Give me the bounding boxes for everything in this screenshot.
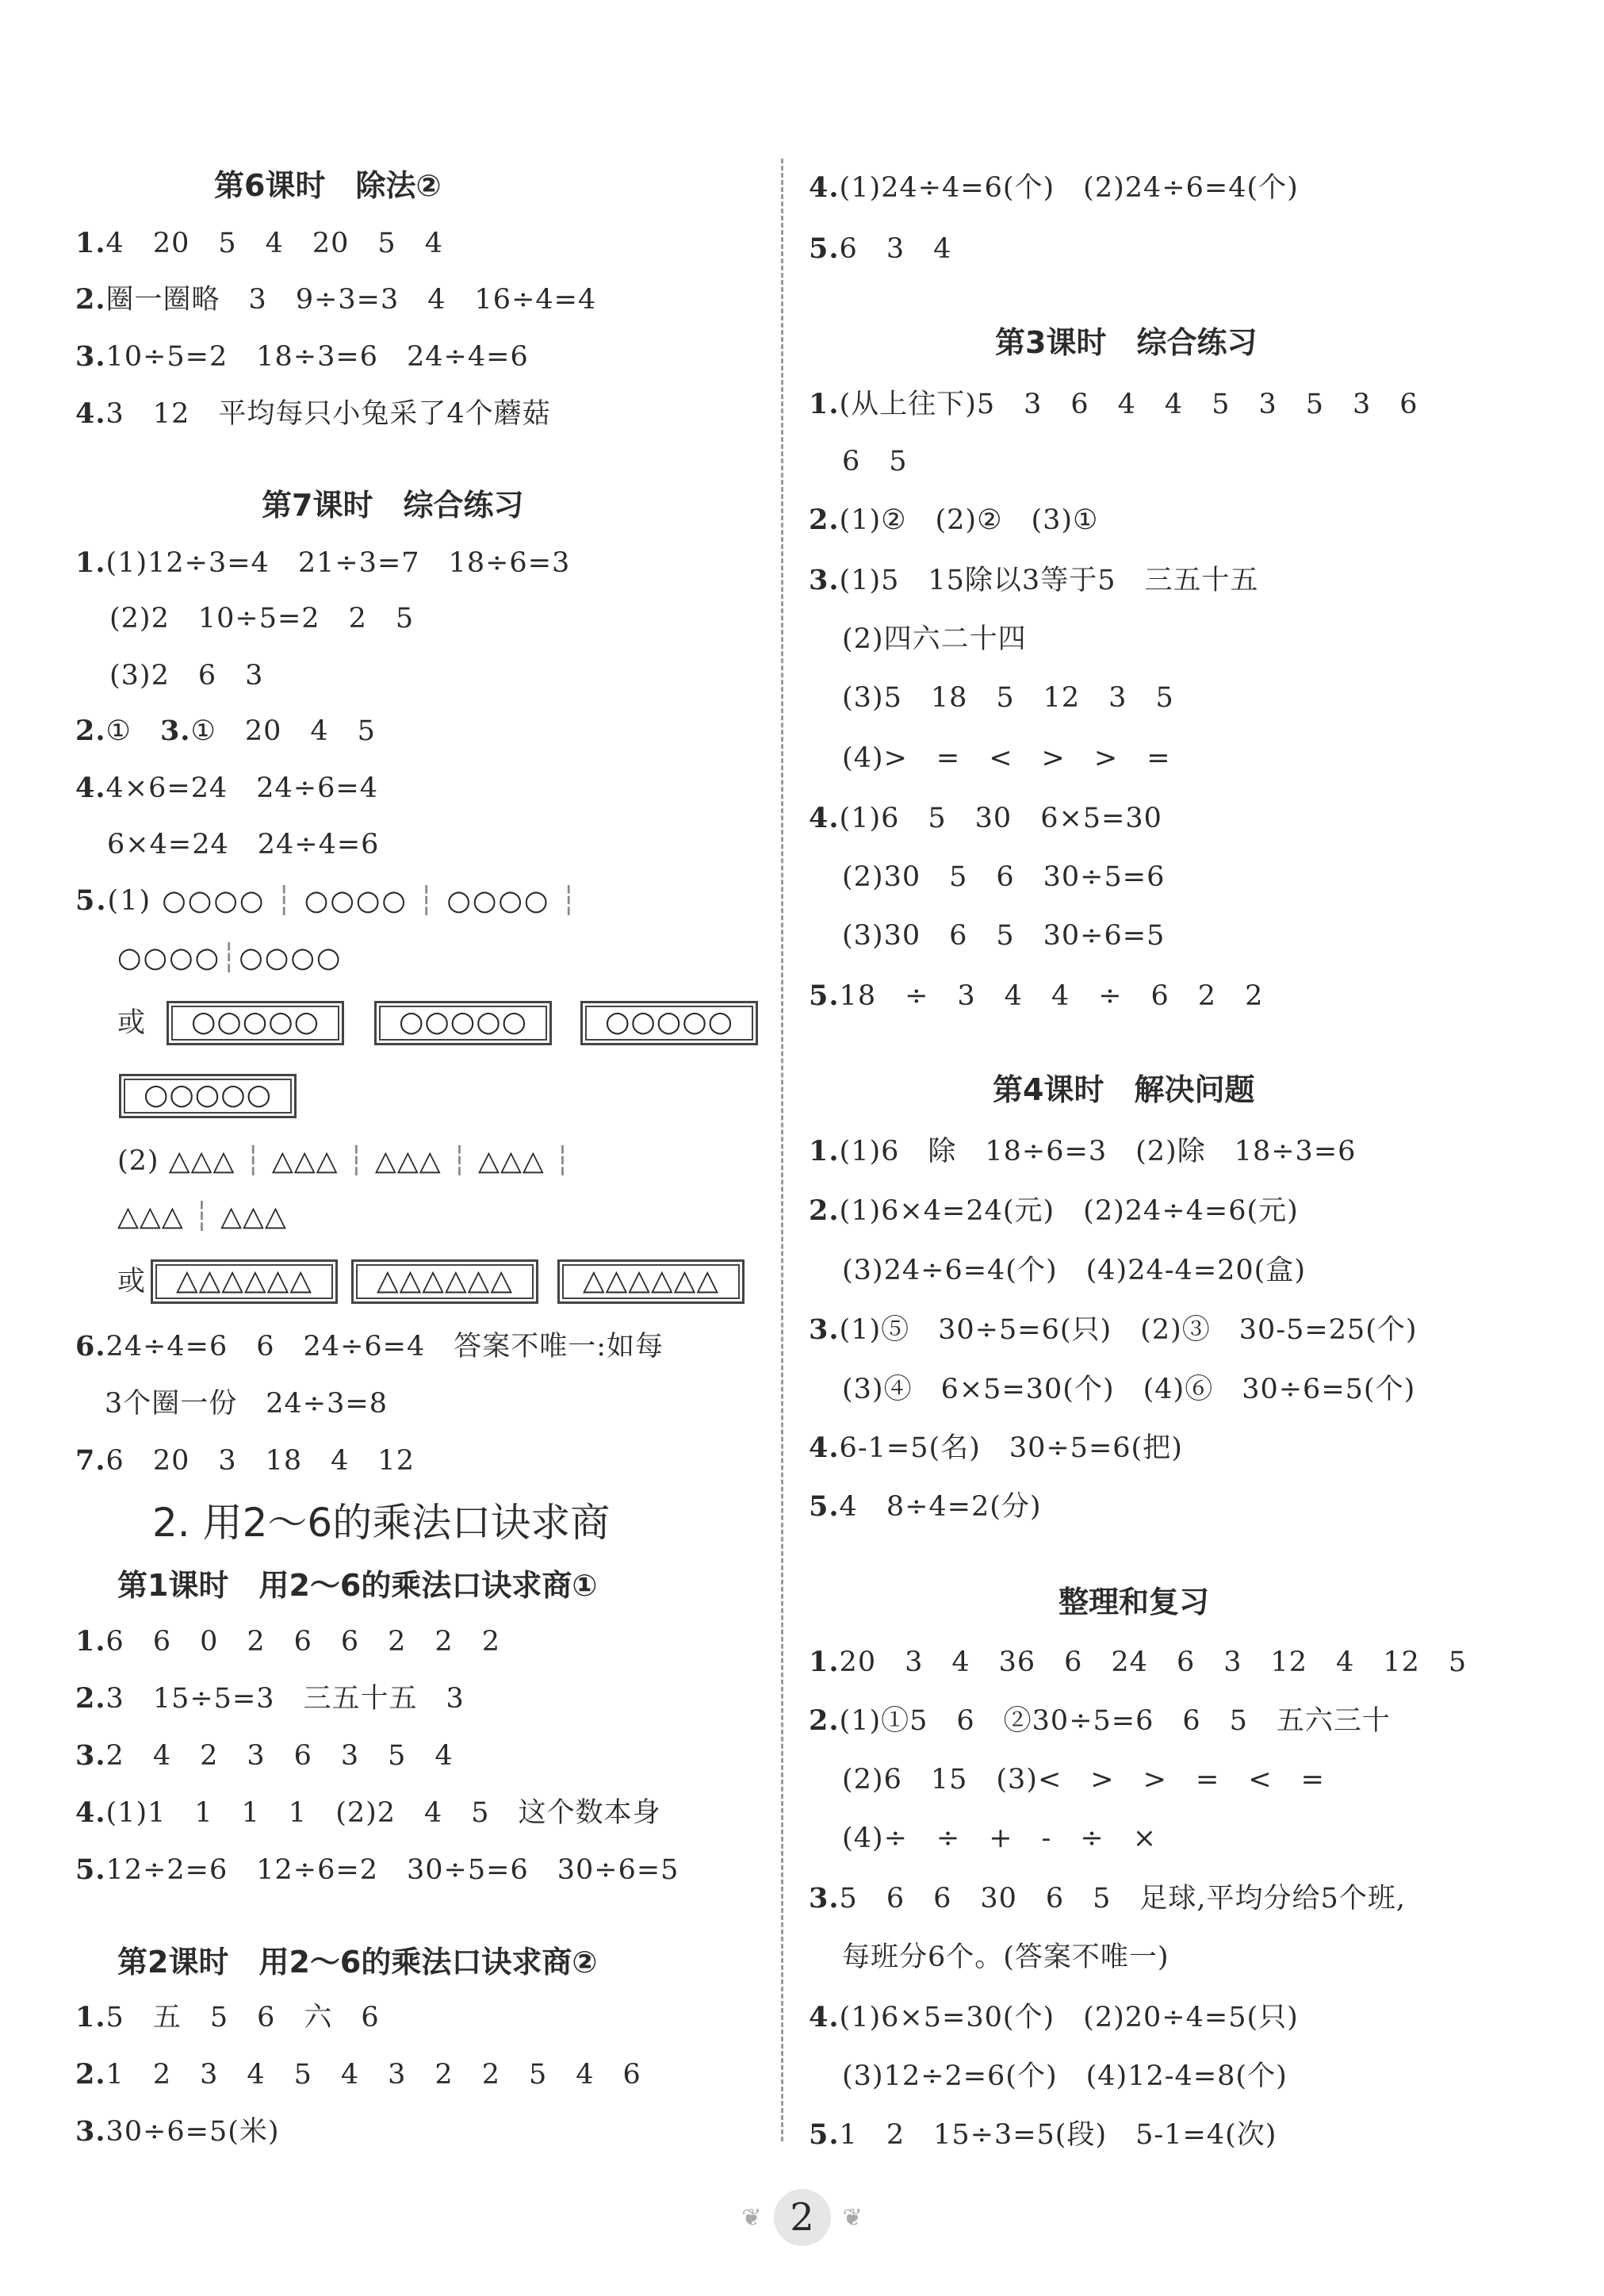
lesson-6-heading: 第6课时 除法② bbox=[214, 168, 442, 203]
course-4-heading: 第4课时 解决问题 bbox=[993, 1072, 1255, 1107]
leaf-left-icon: ❦ bbox=[741, 2203, 762, 2232]
c3-item-4b: (2)30 5 6 30÷5=6 bbox=[842, 861, 1166, 893]
c3-item-3c: (3)5 18 5 12 3 5 bbox=[842, 682, 1174, 714]
c1-item-1: 1.6 6 0 2 6 6 2 2 2 bbox=[75, 1625, 500, 1658]
course-1-heading: 第1课时 用2～6的乘法口诀求商① bbox=[117, 1568, 598, 1603]
triangle-group-box-3: △△△△△△ bbox=[557, 1259, 745, 1304]
l6-item-3: 3.10÷5=2 18÷3=6 24÷4=6 bbox=[75, 340, 529, 373]
l7-item-7: 7.6 20 3 18 4 12 bbox=[75, 1444, 415, 1477]
review-item-5: 5.1 2 15÷3=5(段) 5-1=4(次) bbox=[809, 2118, 1277, 2151]
l6-item-4: 4.3 12 平均每只小兔采了4个蘑菇 bbox=[75, 397, 551, 430]
circle-group-box-3: ○○○○○ bbox=[580, 1001, 758, 1045]
course-2-heading: 第2课时 用2～6的乘法口诀求商② bbox=[117, 1945, 598, 1980]
c4-item-2b: (3)24÷6=4(个) (4)24-4=20(盒) bbox=[842, 1255, 1306, 1286]
l7-item-6b: 3个圈一份 24÷3=8 bbox=[105, 1388, 388, 1420]
review-item-4b: (3)12÷2=6(个) (4)12-4=8(个) bbox=[842, 2060, 1288, 2092]
c1-item-4: 4.(1)1 1 1 1 (2)2 4 5 这个数本身 bbox=[75, 1796, 661, 1829]
review-item-2c: (4)÷ ÷ + - ÷ × bbox=[842, 1823, 1158, 1854]
review-item-2b: (2)6 15 (3)< > > = < = bbox=[842, 1764, 1325, 1796]
course-3-heading: 第3课时 综合练习 bbox=[995, 325, 1258, 360]
c3-item-1a: 1.(从上往下)5 3 6 4 4 5 3 5 3 6 bbox=[809, 388, 1418, 420]
page-footer bbox=[0, 2189, 1604, 2246]
triangle-group-box-1: △△△△△△ bbox=[151, 1259, 338, 1304]
l7-item-1c: (3)2 6 3 bbox=[109, 660, 264, 692]
c4-item-4: 4.6-1=5(名) 30÷5=6(把) bbox=[809, 1432, 1183, 1464]
c2-item-1: 1.5 五 5 6 六 6 bbox=[75, 2001, 380, 2033]
page-number: 2 bbox=[774, 2189, 831, 2246]
c2-item-4: 4.(1)24÷4=6(个) (2)24÷6=4(个) bbox=[809, 171, 1299, 204]
review-heading: 整理和复习 bbox=[1058, 1585, 1210, 1619]
c1-item-2: 2.3 15÷5=3 三五十五 3 bbox=[75, 1682, 465, 1715]
c4-item-2a: 2.(1)6×4=24(元) (2)24÷4=6(元) bbox=[809, 1194, 1299, 1227]
c4-item-5: 5.4 8÷4=2(分) bbox=[809, 1490, 1042, 1523]
l7-item-5-triangles-row2: △△△ ┆ △△△ bbox=[117, 1201, 287, 1232]
c3-item-4a: 4.(1)6 5 30 6×5=30 bbox=[809, 802, 1162, 834]
l6-item-1: 1.4 20 5 4 20 5 4 bbox=[75, 227, 443, 259]
circle-group-box-1: ○○○○○ bbox=[167, 1001, 344, 1045]
circle-group-box-2: ○○○○○ bbox=[374, 1001, 552, 1045]
c3-item-3b: (2)四六二十四 bbox=[842, 623, 1027, 655]
c3-item-2: 2.(1)② (2)② (3)① bbox=[809, 504, 1099, 536]
l7-item-2-3: 2.① 3.① 20 4 5 bbox=[75, 715, 376, 747]
l7-item-5-triangles-row1: (2) △△△ ┆ △△△ ┆ △△△ ┆ △△△ ┆ bbox=[117, 1145, 572, 1177]
review-item-1: 1.20 3 4 36 6 24 6 3 12 4 12 5 bbox=[809, 1646, 1468, 1678]
column-divider bbox=[781, 159, 783, 2141]
review-item-4a: 4.(1)6×5=30(个) (2)20÷4=5(只) bbox=[809, 2001, 1299, 2033]
c1-item-3: 3.2 4 2 3 6 3 5 4 bbox=[75, 1739, 454, 1772]
c3-item-1b: 6 5 bbox=[842, 446, 908, 477]
l7-item-4a: 4.4×6=24 24÷6=4 bbox=[75, 772, 378, 804]
l7-item-1a: 1.(1)12÷3=4 21÷3=7 18÷6=3 bbox=[75, 546, 571, 579]
huo-label-2: 或 bbox=[117, 1266, 147, 1297]
c3-item-3d: (4)> = < > > = bbox=[842, 742, 1171, 774]
c4-item-3b: (3)④ 6×5=30(个) (4)⑥ 30÷6=5(个) bbox=[842, 1374, 1416, 1405]
c2-item-5: 5.6 3 4 bbox=[809, 232, 952, 265]
review-item-3a: 3.5 6 6 30 6 5 足球,平均分给5个班, bbox=[809, 1882, 1406, 1915]
chapter-title: 2. 用2～6的乘法口诀求商 bbox=[152, 1500, 611, 1546]
circle-group-box-4: ○○○○○ bbox=[119, 1074, 297, 1118]
c3-item-4c: (3)30 6 5 30÷6=5 bbox=[842, 920, 1166, 952]
review-item-2a: 2.(1)①5 6 ②30÷5=6 6 5 五六三十 bbox=[809, 1704, 1391, 1737]
c2-item-2: 2.1 2 3 4 5 4 3 2 2 5 4 6 bbox=[75, 2058, 641, 2091]
c1-item-5: 5.12÷2=6 12÷6=2 30÷5=6 30÷6=5 bbox=[75, 1853, 679, 1886]
c4-item-3a: 3.(1)⑤ 30÷5=6(只) (2)③ 30-5=25(个) bbox=[809, 1313, 1418, 1346]
lesson-7-heading: 第7课时 综合练习 bbox=[262, 488, 524, 523]
c4-item-1: 1.(1)6 除 18÷6=3 (2)除 18÷3=6 bbox=[809, 1135, 1357, 1167]
huo-label-1: 或 bbox=[117, 1007, 147, 1039]
l7-item-6a: 6.24÷4=6 6 24÷6=4 答案不唯一:如每 bbox=[75, 1330, 664, 1363]
l7-item-5-circles-row2: ○○○○┆○○○○ bbox=[117, 942, 343, 974]
l7-item-1b: (2)2 10÷5=2 2 5 bbox=[109, 603, 415, 634]
triangle-group-box-2: △△△△△△ bbox=[351, 1259, 538, 1304]
review-item-3b: 每班分6个。(答案不唯一) bbox=[842, 1941, 1170, 1973]
l6-item-2: 2.圈一圈略 3 9÷3=3 4 16÷4=4 bbox=[75, 283, 597, 316]
l7-item-5-circles-row1: 5.(1) ○○○○ ┆ ○○○○ ┆ ○○○○ ┆ bbox=[75, 884, 579, 917]
l7-item-4b: 6×4=24 24÷4=6 bbox=[107, 829, 380, 861]
c2-item-3: 3.30÷6=5(米) bbox=[75, 2115, 280, 2148]
c3-item-3a: 3.(1)5 15除以3等于5 三五十五 bbox=[809, 564, 1259, 596]
leaf-right-icon: ❦ bbox=[842, 2203, 863, 2232]
c3-item-5: 5.18 ÷ 3 4 4 ÷ 6 2 2 bbox=[809, 979, 1264, 1012]
